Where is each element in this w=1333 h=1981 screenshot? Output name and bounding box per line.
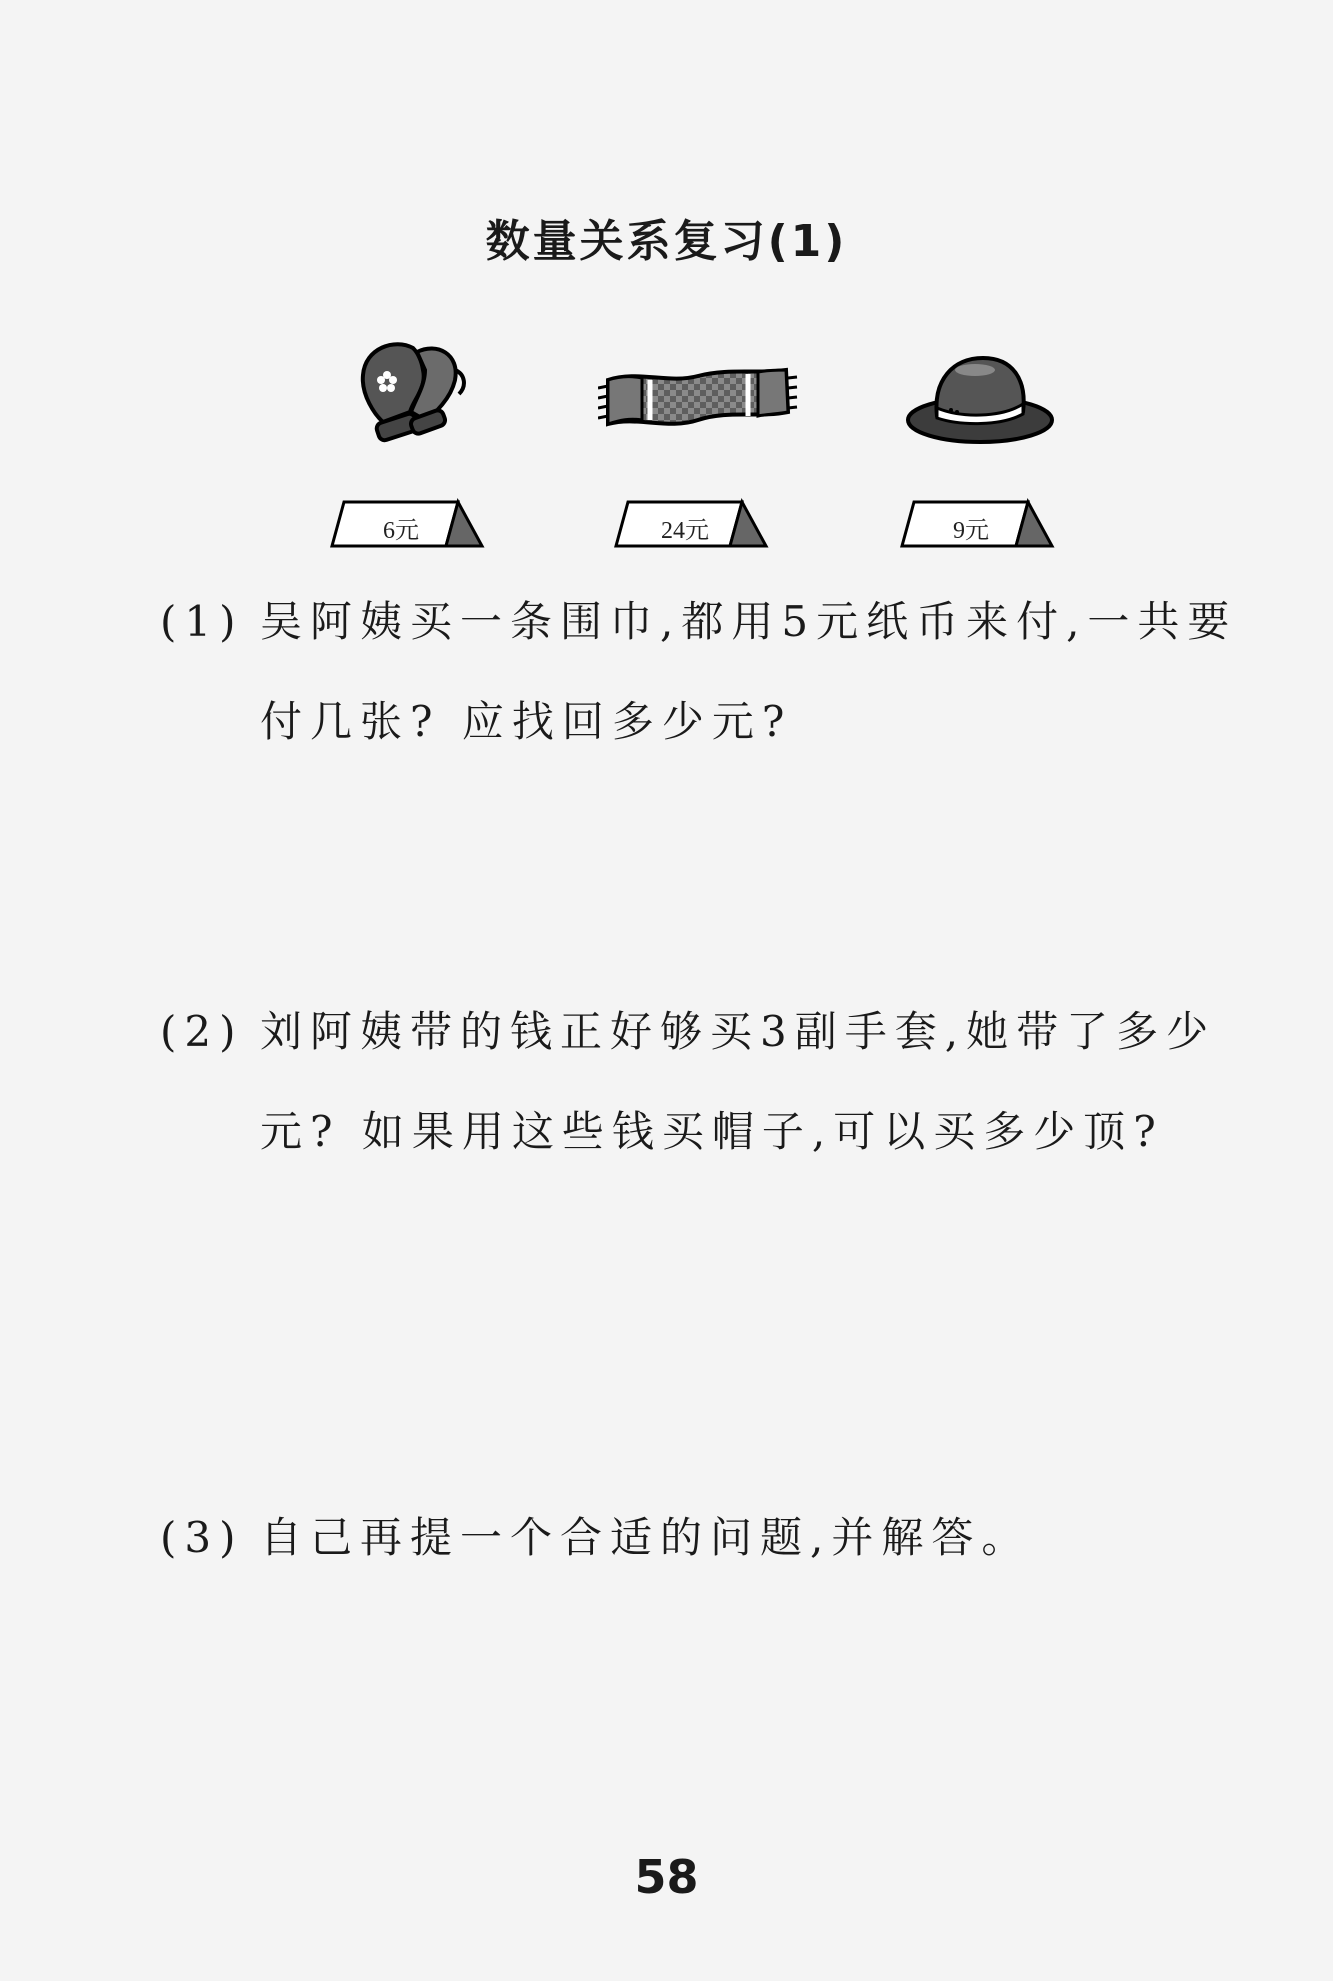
- price-tag-mittens: [330, 498, 490, 550]
- question-2: [160, 982, 1240, 1182]
- goods-row: [0, 340, 1333, 560]
- question-3: [160, 1488, 1240, 1588]
- question-number: (1): [160, 597, 244, 646]
- price-label: 9元: [953, 518, 989, 544]
- mittens-icon: [355, 340, 470, 445]
- price-label: 6元: [383, 518, 419, 544]
- question-1: [160, 572, 1240, 772]
- question-text: 刘阿姨带的钱正好够买3副手套,她带了多少元? 如果用这些钱买帽子,可以买多少顶?: [260, 1007, 1217, 1156]
- price-tag-hat: [900, 498, 1060, 550]
- question-number: (2): [160, 1007, 244, 1056]
- hat-icon: [905, 350, 1055, 450]
- question-text: 吴阿姨买一条围巾,都用5元纸币来付,一共要付几张? 应找回多少元?: [260, 597, 1238, 746]
- scarf-icon: [598, 360, 798, 440]
- question-number: (3): [160, 1513, 244, 1562]
- question-text: 自己再提一个合适的问题,并解答。: [260, 1513, 1032, 1562]
- price-label: 24元: [661, 518, 709, 544]
- price-tag-scarf: [614, 498, 774, 550]
- page-title: 数量关系复习(1): [485, 216, 848, 267]
- page-number: 58: [634, 1850, 699, 1904]
